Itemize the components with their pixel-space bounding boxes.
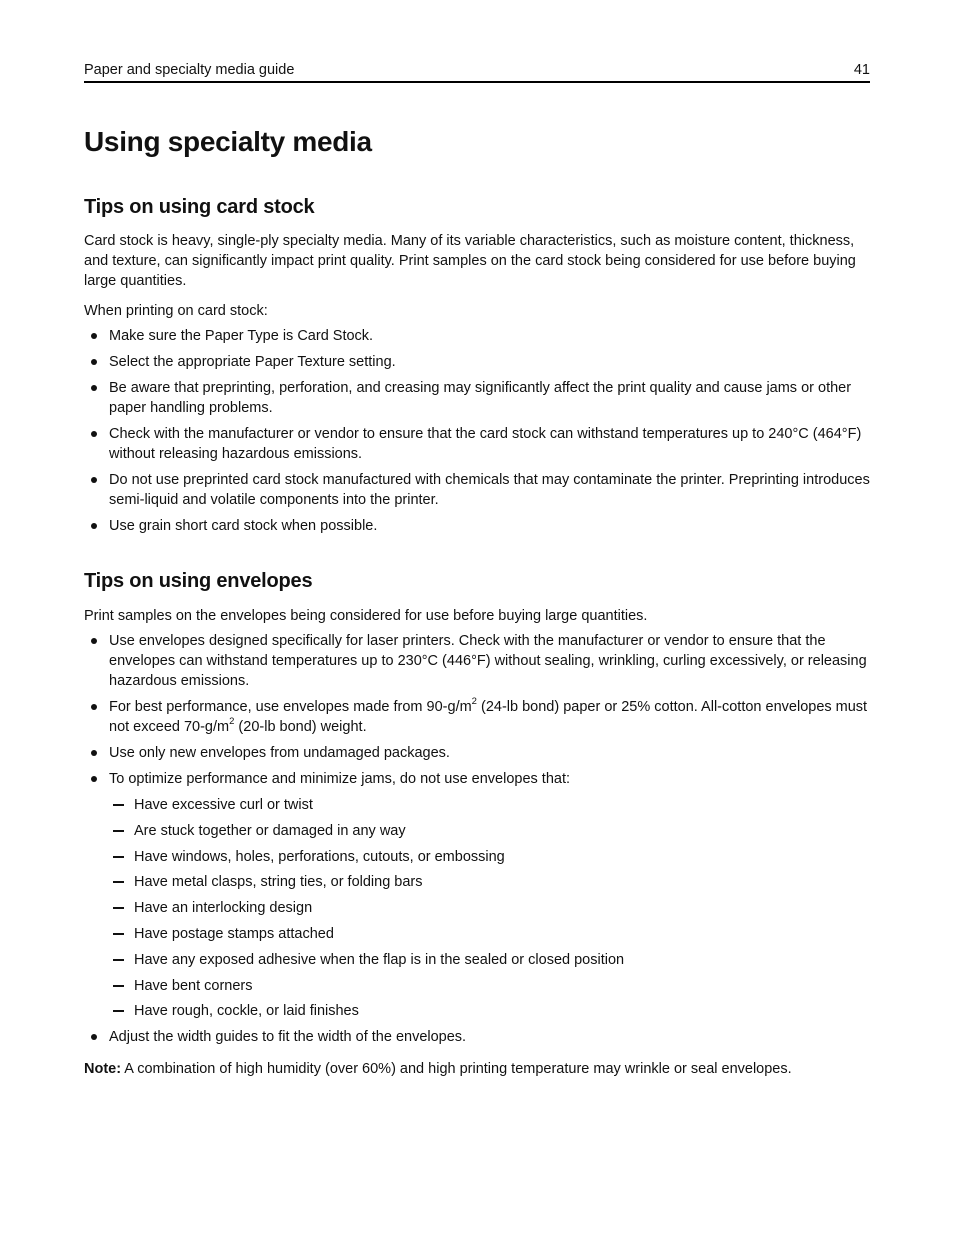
card-stock-heading: Tips on using card stock [84,196,315,218]
list-item-text: For best performance, use envelopes made from $90-g/m^2$ (24-lb bond) paper or 25% cotton. All-cotton envelopes must not exceed $70-g/m^2$ (20-lb bond) weight. [109,696,868,735]
envelopes-heading: Tips on using envelopes [84,570,313,592]
card-stock-intro: Card stock is heavy, single-ply specialty media. Many of its variable characteristics, such as moisture content, thickness, and texture, can significantly impact print quality. Print samples on the card stock being considered for use before buying large quantities. [84,233,856,289]
sub-list-item: Have excessive curl or twist [109,795,870,815]
note-label: Note: [84,1061,122,1077]
list-item-text: Check with the manufacturer or vendor to ensure that the card stock can withstand temperatures up to 240°C (464°F) without releasing hazardous emissions. [109,426,862,462]
bullet-icon [91,1034,97,1040]
bullet-icon [91,638,97,644]
envelopes-intro: Print samples on the envelopes being considered for use before buying large quantities. [84,608,648,624]
list-item [84,1027,870,1047]
list-item-text: Make sure the Paper Type is Card Stock. [109,328,374,344]
list-item [84,326,870,346]
dash-icon [113,985,124,987]
bullet-icon [91,776,97,782]
sub-list-item: Have metal clasps, string ties, or folding bars [109,872,870,892]
page-number: 41 [853,62,870,78]
list-item-text: Use only new envelopes from undamaged packages. [109,745,450,761]
sub-list-item: Have an interlocking design [109,898,870,918]
list-item-text: Do not use preprinted card stock manufactured with chemicals that may contaminate the printer. Preprinting introduces semi-liquid and volatile components into the printer. [109,472,870,508]
bullet-icon [91,523,97,529]
envelope-avoid-list [109,795,870,1021]
bullet-icon [91,385,97,391]
card-stock-list [84,326,870,542]
list-item [84,470,870,510]
page-title: Using specialty media [84,126,372,157]
list-item [84,378,870,418]
dash-icon [113,804,124,806]
bullet-icon [91,333,97,339]
sub-list-item: Have windows, holes, perforations, cutouts, or embossing [109,847,870,867]
sub-list-item: Have rough, cockle, or laid finishes [109,1001,870,1021]
dash-icon [113,907,124,909]
envelopes-list [84,631,870,1053]
dash-icon [113,959,124,961]
dash-icon [113,856,124,858]
list-item [84,424,870,464]
header-title: Paper and specialty media guide [84,62,295,78]
list-item [84,352,870,372]
dash-icon [113,830,124,832]
list-item-text: Use envelopes designed specifically for laser printers. Check with the manufacturer or vendor to ensure that the envelopes can withstand temperatures up to 230°C (446°F) without sealing, wrinkling, curling excessively, or releasing hazardous emissions. [109,633,867,689]
list-item [84,743,870,763]
bullet-icon [91,704,97,710]
card-stock-when: When printing on card stock: [84,303,268,319]
list-item [84,697,870,737]
dash-icon [113,1010,124,1012]
bullet-icon [91,359,97,365]
sub-list-item: Have any exposed adhesive when the flap is in the sealed or closed position [109,950,870,970]
list-item-text: Be aware that preprinting, perforation, and creasing may significantly affect the print quality and cause jams or other paper handling problems. [109,380,852,416]
bullet-icon [91,477,97,483]
list-item [84,631,870,691]
bullet-icon [91,431,97,437]
sub-list-item: Have bent corners [109,976,870,996]
running-header [84,60,870,83]
list-item-text: Adjust the width guides to fit the width of the envelopes. [109,1029,467,1046]
note-paragraph [84,1059,870,1079]
list-item-text: Select the appropriate Paper Texture setting. [109,354,396,370]
list-item-text: Use grain short card stock when possible. [109,518,378,534]
list-item-text: To optimize performance and minimize jams, do not use envelopes that: [109,771,571,787]
list-item [84,516,870,536]
note-text: A combination of high humidity (over 60%) and high printing temperature may wrinkle or seal envelopes. [121,1061,792,1077]
dash-icon [113,881,124,883]
sub-list-item: Are stuck together or damaged in any way [109,821,870,841]
list-item [84,769,870,1021]
sub-list-item: Have postage stamps attached [109,924,870,944]
bullet-icon [91,750,97,756]
dash-icon [113,933,124,935]
